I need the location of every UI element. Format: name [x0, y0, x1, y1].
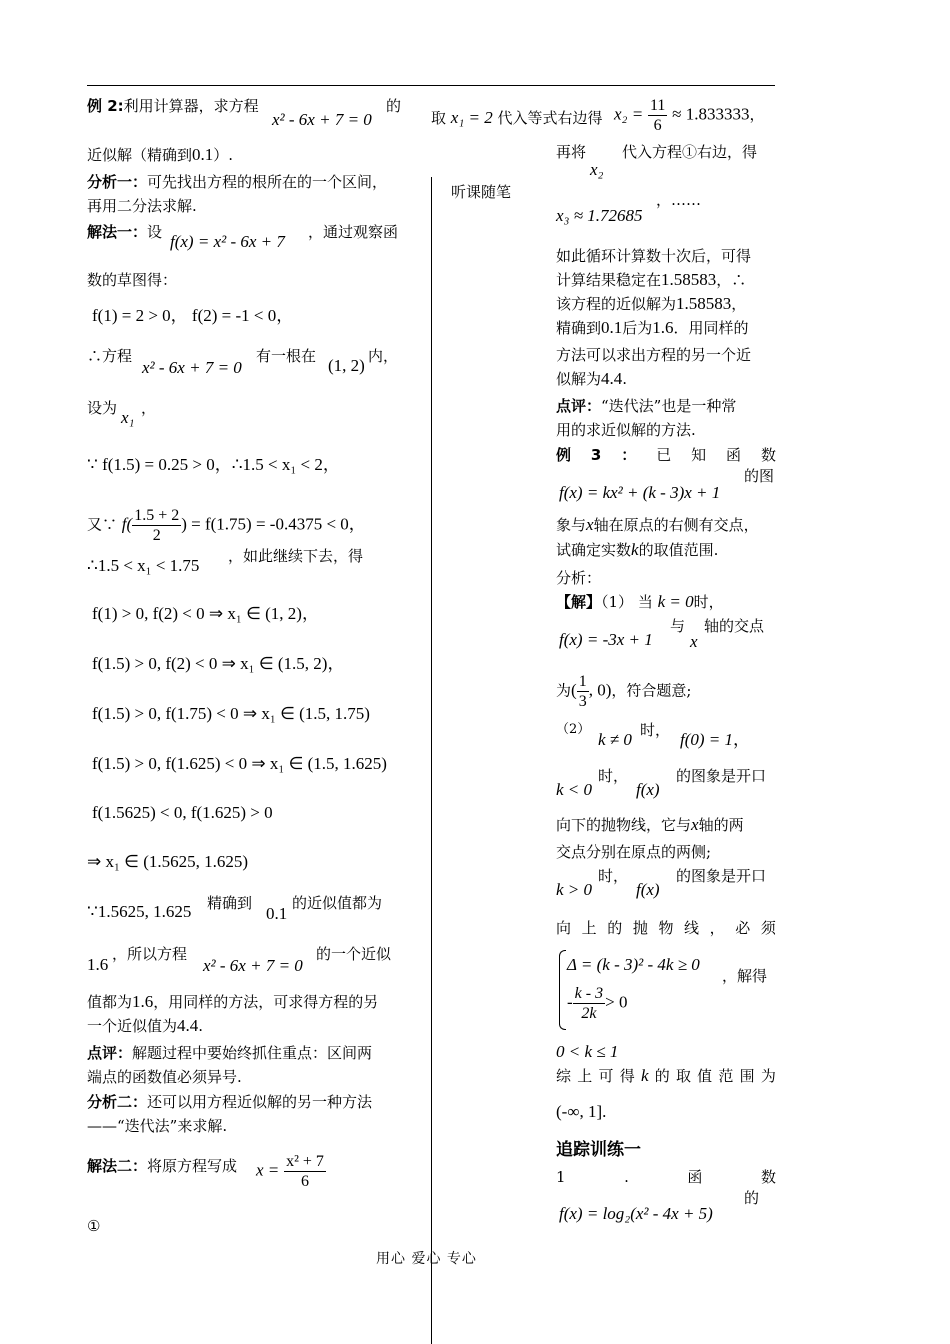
case1: 【解】（1） 当 k = 0时， [556, 592, 724, 611]
other-root-line1: 值都为1.6，用同样的方法，可求得方程的另 [87, 992, 379, 1011]
therefore-root-text: 有一根在 [256, 347, 317, 365]
so-equation: ，所以方程 [112, 945, 188, 963]
pos-fx: f(x) [636, 880, 660, 899]
bisection-step-6: ⇒ x₁ ∈ (1.5625, 1.625) [87, 852, 249, 871]
midpoint-fraction: $\frac{1.5 + 2}{2}$ [134, 507, 180, 544]
neg-text: 的图象是开口 [676, 767, 767, 785]
bisection-step-1: f(1) > 0, f(2) < 0 ⇒ x₁ ∈ (1, 2)， [92, 604, 319, 623]
neg-shi: 时， [598, 767, 629, 785]
case1-with: 与 [670, 617, 686, 635]
question1-header: 1 . 函 数 [556, 1168, 776, 1186]
case2-f0: f(0) = 1， [680, 730, 751, 749]
notes-label: 听课随笔 [451, 183, 512, 201]
vertex-fraction: $\frac{k - 3}{2k}$ [574, 985, 604, 1022]
analysis2-line2: ——“迭代法”来求解. [87, 1117, 228, 1135]
analysis1: 分析一：可先找出方程的根所在的一个区间， [87, 173, 388, 191]
neg-line3: 交点分别在原点的两侧; [556, 843, 712, 861]
ellipsis: ，…… [656, 191, 702, 209]
pos-shi: 时， [598, 867, 629, 885]
continue-text: ，如此继续下去，得 [228, 547, 364, 565]
x2-fraction: $\frac{11}{6}$ [649, 97, 666, 134]
analysis1-line2: 再用二分法求解. [87, 197, 197, 215]
tracking-training-title: 追踪训练一 [556, 1140, 641, 1160]
final-range: (-∞, 1]. [556, 1102, 607, 1121]
review1: 点评：解题过程中要始终抓住重点：区间两 [87, 1044, 373, 1062]
values-f1-f2: f(1) = 2 > 0， f(2) = -1 < 0， [92, 306, 294, 325]
loop-line5: 方法可以求出方程的另一个近 [556, 346, 752, 364]
approx-all: 的近似值都为 [292, 894, 383, 912]
inequality-175: ∴1.5 < x₁ < 1.75 [87, 556, 200, 575]
system-solve: ，解得 [722, 967, 768, 985]
so-equation-expr: x² - 6x + 7 = 0 [203, 956, 303, 975]
bisection-step-2: f(1.5) > 0, f(2) < 0 ⇒ x₁ ∈ (1.5, 2)， [92, 654, 345, 673]
top-rule [87, 85, 775, 86]
example2-equation: x² - 6x + 7 = 0 [272, 110, 372, 129]
example3-line4: 试确定实数k的取值范围. [556, 540, 719, 559]
case2-shi: 时， [640, 721, 671, 739]
case2-k: k ≠ 0 [598, 730, 632, 749]
loop-line4: 精确到0.1后为1.6．用同样的 [556, 318, 749, 337]
review1-line2: 端点的函数值必须异号. [87, 1068, 242, 1086]
neg-line2: 向下的抛物线，它与x轴的两 [556, 815, 744, 834]
x1-symbol: x₁ [121, 408, 135, 427]
example3-title: 例 3 ： 已 知 函 数 [556, 446, 776, 464]
column-divider [431, 177, 432, 1344]
x3-value: x₃ ≈ 1.72685 [556, 206, 643, 225]
example2-line2: 近似解（精确到0.1）. [87, 145, 234, 164]
set-x1-comma: ， [141, 399, 157, 417]
because-f15: ∵ f(1.5) = 0.25 > 0，∴1.5 < x₁ < 2， [87, 455, 340, 474]
summary-line: 综 上 可 得 k 的 取 值 范 围 为 [556, 1066, 776, 1085]
solution1-function: f(x) = x² - 6x + 7 [170, 232, 285, 251]
solution1-observe: ，通过观察函 [308, 223, 399, 241]
example2-de: 的 [386, 97, 402, 115]
therefore-equation: ∴方程 [87, 347, 133, 365]
because-values: ∵1.5625, 1.625 [87, 902, 192, 921]
x2-value: x₂ = $\frac{11}{6}$ ≈ 1.833333， [614, 97, 765, 134]
loop-line6: 似解为4.4. [556, 369, 628, 388]
neg-k: k < 0 [556, 780, 593, 799]
bisection-step-3: f(1.5) > 0, f(1.75) < 0 ⇒ x₁ ∈ (1.5, 1.75) [92, 704, 370, 723]
loop-line1: 如此循环计算数十次后，可得 [556, 247, 752, 265]
also-f-midpoint: 又∵ f( $\frac{1.5 + 2}{2}$ ) = f(1.75) = -0.4375 < 0， [87, 507, 366, 544]
precision-value: 0.1 [266, 904, 288, 923]
therefore-equation-expr: x² - 6x + 7 = 0 [142, 358, 242, 377]
bisection-step-5: f(1.5625) < 0, f(1.625) > 0 [92, 803, 273, 822]
case2-label: （2） [556, 722, 591, 737]
case1-point: 为( $\frac{1}{3}$ , 0)，符合题意; [556, 673, 692, 710]
case1-function: f(x) = -3x + 1 [559, 630, 653, 649]
therefore-in: 内， [368, 347, 399, 365]
so-one-root: 的一个近似 [316, 945, 392, 963]
example2-title: 例 2:利用计算器，求方程 [87, 97, 259, 115]
x2-symbol: x₂ [590, 160, 604, 179]
case1-axis: 轴的交点 [704, 617, 765, 635]
analysis2: 分析二：还可以用方程近似解的另一种方法 [87, 1093, 373, 1111]
take-x1: 取 x₁ = 2 代入等式右边得 [431, 108, 603, 127]
system-vertex: - $\frac{k - 3}{2k}$ > 0 [567, 985, 628, 1022]
review2: 点评：“迭代法”也是一种常 [556, 397, 737, 415]
loop-line3: 该方程的近似解为1.58583， [556, 294, 747, 313]
neg-fx: f(x) [636, 780, 660, 799]
solution2-formula: x = $\frac{\text{x² + 7}}{6}$ [256, 1153, 324, 1190]
system-discriminant: Δ = (k - 3)² - 4k ≥ 0 [567, 955, 700, 974]
solution1-line2: 数的草图得： [87, 271, 178, 289]
pos-text: 的图象是开口 [676, 867, 767, 885]
case1-x: x [690, 632, 698, 651]
set-x1: 设为 [87, 399, 118, 417]
question1-function: f(x) = log₂(x² - 4x + 5) [559, 1204, 713, 1223]
case1-point-fraction: $\frac{1}{3}$ [578, 673, 587, 710]
question1-de: 的 [744, 1189, 760, 1207]
example3-function: f(x) = kx² + (k - 3)x + 1 [559, 483, 721, 502]
interval-1-2: (1, 2) [328, 356, 365, 375]
solution2-fraction: $\frac{\text{x² + 7}}{6}$ [286, 1153, 324, 1190]
review2-line2: 用的求近似解的方法. [556, 421, 696, 439]
bisection-step-4: f(1.5) > 0, f(1.625) < 0 ⇒ x₁ ∈ (1.5, 1.625) [92, 754, 387, 773]
solution1: 解法一：设 [87, 223, 163, 241]
result-range: 0 < k ≤ 1 [556, 1042, 619, 1061]
loop-line2: 计算结果稳定在1.58583，∴ [556, 270, 747, 289]
precise-to: 精确到 [207, 894, 253, 912]
example3-de: 的图 [744, 467, 775, 485]
approx-1-6: 1.6 [87, 955, 109, 974]
example3-line3: 象与x轴在原点的右侧有交点， [556, 515, 759, 534]
pos-line2: 向 上 的 抛 物 线 ， 必 须 [556, 919, 776, 937]
page-footer: 用心 爱心 专心 [376, 1251, 477, 1267]
again-substitute: 代入方程①右边，得 [622, 143, 758, 161]
analysis-label: 分析： [556, 569, 602, 587]
again-text: 再将 [556, 143, 587, 161]
other-root-line2: 一个近似值为4.4. [87, 1016, 204, 1035]
pos-k: k > 0 [556, 880, 593, 899]
system-brace [559, 950, 566, 1030]
solution2: 解法二：将原方程写成 [87, 1157, 238, 1175]
equation-marker-1: ① [87, 1217, 101, 1235]
